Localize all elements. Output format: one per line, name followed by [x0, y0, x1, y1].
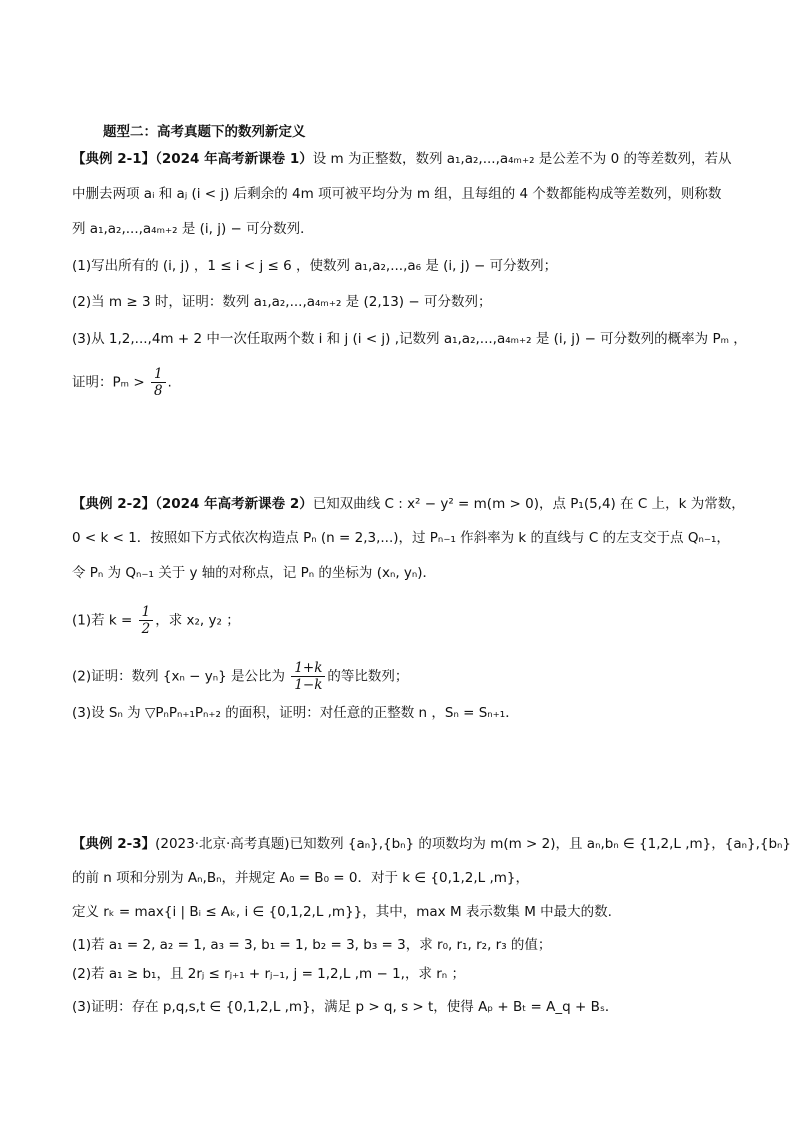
section-title: 题型二：高考真题下的数列新定义 — [103, 124, 306, 140]
example-2-2-line-3: 令 Pₙ 为 Qₙ₋₁ 关于 y 轴的对称点，记 Pₙ 的坐标为 (xₙ, yₙ)． — [72, 565, 437, 581]
example-2-2-line-1 — [72, 494, 745, 514]
example-2-3-line-1 — [72, 834, 791, 854]
example-2-1-q1: (1)写出所有的 (i, j) ，1 ≤ i < j ≤ 6 ，使数列 a₁,a₂,...,a₆ 是 (i, j) − 可分数列； — [72, 258, 558, 274]
example-2-3-q3: (3)证明：存在 p,q,s,t ∈ {0,1,2,L ,m}，满足 p > q, s > t，使得 Aₚ + Bₜ = A_q + Bₛ． — [72, 999, 619, 1015]
example-2-1-line-1 — [72, 149, 732, 169]
fraction-one-half: $\frac{1}{2}$ — [139, 604, 154, 637]
fraction-one-eighth: $\frac{1}{8}$ — [151, 366, 166, 399]
fraction-ratio: $\frac{1+k}{1-k}$ — [291, 660, 325, 693]
example-2-1-q2: (2)当 m ≥ 3 时，证明：数列 a₁,a₂,...,a₄ₘ₊₂ 是 (2,13) − 可分数列； — [72, 294, 492, 310]
example-2-3-text-1: 已知数列 {aₙ},{bₙ} 的项数均为 m(m > 2)，且 aₙ,bₙ ∈ {1,2,L ,m}，{aₙ},{bₙ} — [289, 836, 791, 852]
example-2-2-q3: (3)设 Sₙ 为 ▽PₙPₙ₊₁Pₙ₊₂ 的面积，证明：对任意的正整数 n ，Sₙ = Sₙ₊₁． — [72, 705, 519, 721]
example-2-2-q1: (1)若 k = $\frac{1}{2}$ ，求 x₂, y₂ ； — [72, 604, 240, 637]
example-2-2-source: （2024 年高考新课卷 2） — [155, 496, 313, 512]
example-2-3-source: (2023·北京·高考真题) — [155, 836, 290, 852]
example-2-1-line-2: 中删去两项 aᵢ 和 aⱼ (i < j) 后剩余的 4m 项可被平均分为 m 组，且每组的 4 个数都能构成等差数列，则称数 — [72, 186, 722, 202]
example-2-3-q2: (2)若 a₁ ≥ b₁，且 2rⱼ ≤ rⱼ₊₁ + rⱼ₋₁, j = 1,2,L ,m − 1,，求 rₙ ； — [72, 966, 465, 982]
example-2-1-source: （2024 年高考新课卷 1） — [155, 151, 313, 167]
example-2-1-q3: (3)从 1,2,...,4m + 2 中一次任取两个数 i 和 j (i < j) ,记数列 a₁,a₂,...,a₄ₘ₊₂ 是 (i, j) − 可分数列的概率为 Pₘ ， — [72, 331, 747, 347]
example-2-2-line-2: 0 < k < 1．按照如下方式依次构造点 Pₙ (n = 2,3,...)，过 Pₙ₋₁ 作斜率为 k 的直线与 C 的左支交于点 Qₙ₋₁， — [72, 530, 730, 546]
example-2-1-proof-line: 证明：Pₘ > $\frac{1}{8}$ . — [72, 366, 172, 399]
example-2-3-line-3: 定义 rₖ = max{i | Bᵢ ≤ Aₖ, i ∈ {0,1,2,L ,m}}，其中，max M 表示数集 M 中最大的数. — [72, 904, 612, 920]
example-2-1-label: 【典例 2-1】 — [72, 151, 156, 167]
example-2-3-line-2: 的前 n 项和分别为 Aₙ,Bₙ，并规定 A₀ = B₀ = 0．对于 k ∈ {0,1,2,L ,m}， — [72, 870, 529, 886]
example-2-1-proof-text: 证明：Pₘ > — [72, 374, 145, 391]
example-2-1-text-1: 设 m 为正整数，数列 a₁,a₂,...,a₄ₘ₊₂ 是公差不为 0 的等差数列，若从 — [312, 151, 732, 167]
example-2-2-label: 【典例 2-2】 — [72, 496, 156, 512]
example-2-2-q2: (2)证明：数列 {xₙ − yₙ} 是公比为 $\frac{1+k}{1-k}$ 的等比数列； — [72, 660, 409, 693]
example-2-3-label: 【典例 2-3】 — [72, 836, 156, 852]
example-2-1-line-3: 列 a₁,a₂,...,a₄ₘ₊₂ 是 (i, j) − 可分数列． — [72, 221, 314, 237]
example-2-3-q1: (1)若 a₁ = 2, a₂ = 1, a₃ = 3, b₁ = 1, b₂ = 3, b₃ = 3，求 r₀, r₁, r₂, r₃ 的值； — [72, 937, 552, 953]
example-2-2-text-1: 已知双曲线 C : x² − y² = m(m > 0)，点 P₁(5,4) 在 C 上，k 为常数， — [312, 496, 745, 512]
